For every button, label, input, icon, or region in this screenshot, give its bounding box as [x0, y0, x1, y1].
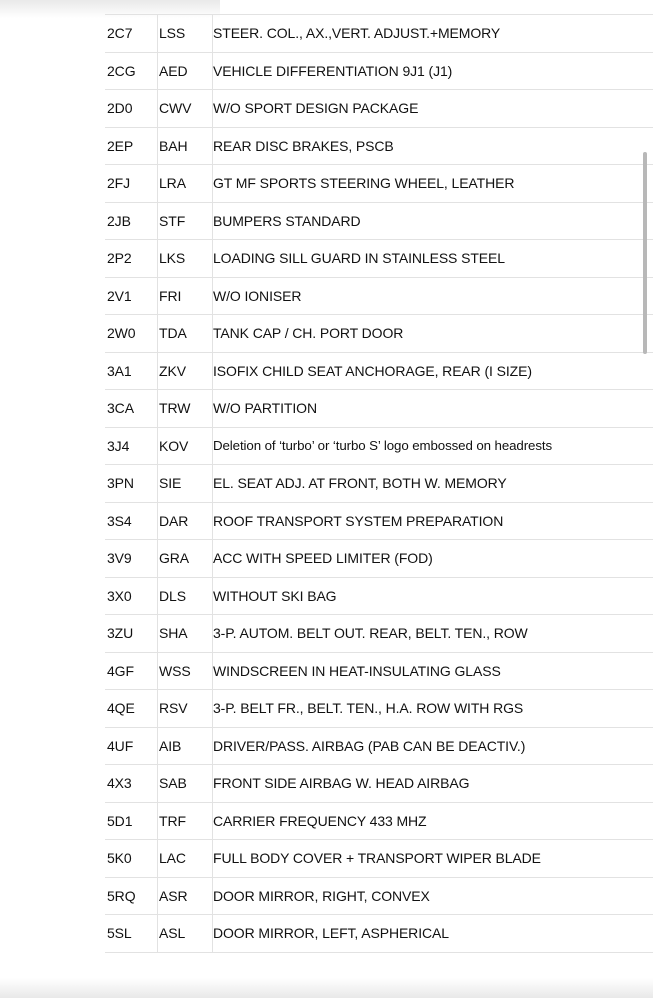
option-description: TANK CAP / CH. PORT DOOR — [213, 325, 404, 342]
option-code: 3X0 — [105, 578, 158, 615]
pr-family-code: DAR — [158, 503, 213, 540]
option-code: 3ZU — [105, 615, 158, 652]
option-description: REAR DISC BRAKES, PSCB — [213, 137, 394, 154]
pr-family-code: BAH — [158, 128, 213, 165]
option-code: 2P2 — [105, 240, 158, 277]
vertical-scrollbar[interactable] — [643, 152, 647, 354]
table-row — [105, 615, 653, 653]
option-description: ISOFIX CHILD SEAT ANCHORAGE, REAR (I SIZE) — [213, 362, 532, 379]
table-row — [105, 465, 653, 503]
option-description: FULL BODY COVER + TRANSPORT WIPER BLADE — [213, 850, 541, 867]
option-description: CARRIER FREQUENCY 433 MHZ — [213, 812, 427, 829]
table-row — [105, 915, 653, 953]
option-description: LOADING SILL GUARD IN STAINLESS STEEL — [213, 250, 505, 267]
option-code: 3V9 — [105, 540, 158, 577]
option-description: GT MF SPORTS STEERING WHEEL, LEATHER — [213, 175, 515, 192]
option-description: WITHOUT SKI BAG — [213, 587, 337, 604]
pr-family-code: ZKV — [158, 353, 213, 390]
table-row — [105, 90, 653, 128]
table-row — [105, 765, 653, 803]
pr-family-code: LSS — [158, 15, 213, 52]
bottom-shadow — [0, 978, 653, 998]
table-row — [105, 728, 653, 766]
table-row — [105, 428, 653, 466]
table-row — [105, 165, 653, 203]
pr-family-code: TRW — [158, 390, 213, 427]
option-description: STEER. COL., AX.,VERT. ADJUST.+MEMORY — [213, 25, 501, 42]
pr-family-code: LAC — [158, 840, 213, 877]
pr-family-code: SAB — [158, 765, 213, 802]
option-description: 3-P. AUTOM. BELT OUT. REAR, BELT. TEN., ROW — [213, 625, 528, 642]
pr-family-code: SHA — [158, 615, 213, 652]
option-description: Deletion of ‘turbo’ or ‘turbo S’ logo embossed on headrests — [213, 438, 553, 454]
pr-family-code: KOV — [158, 428, 213, 465]
pr-family-code: GRA — [158, 540, 213, 577]
option-code: 4GF — [105, 653, 158, 690]
pr-family-code: RSV — [158, 690, 213, 727]
option-code: 4QE — [105, 690, 158, 727]
pr-family-code: LRA — [158, 165, 213, 202]
table-row — [105, 878, 653, 916]
option-description: DRIVER/PASS. AIRBAG (PAB CAN BE DEACTIV.) — [213, 737, 526, 754]
table-row — [105, 653, 653, 691]
table-row — [105, 503, 653, 541]
option-code: 2D0 — [105, 90, 158, 127]
option-description: VEHICLE DIFFERENTIATION 9J1 (J1) — [213, 62, 453, 79]
pr-family-code: SIE — [158, 465, 213, 502]
option-code: 5SL — [105, 915, 158, 952]
option-code: 5D1 — [105, 803, 158, 840]
option-description: WINDSCREEN IN HEAT-INSULATING GLASS — [213, 662, 501, 679]
table-row — [105, 540, 653, 578]
table-row — [105, 840, 653, 878]
table-row — [105, 278, 653, 316]
option-code: 3J4 — [105, 428, 158, 465]
option-description: FRONT SIDE AIRBAG W. HEAD AIRBAG — [213, 775, 470, 792]
pr-family-code: TRF — [158, 803, 213, 840]
table-row — [105, 690, 653, 728]
option-description: W/O PARTITION — [213, 400, 317, 417]
option-code: 2JB — [105, 203, 158, 240]
pr-family-code: ASL — [158, 915, 213, 952]
option-codes-table — [105, 14, 653, 953]
option-description: EL. SEAT ADJ. AT FRONT, BOTH W. MEMORY — [213, 475, 507, 492]
option-code: 2EP — [105, 128, 158, 165]
option-code: 2C7 — [105, 15, 158, 52]
table-row — [105, 390, 653, 428]
pr-family-code: AED — [158, 53, 213, 90]
pr-family-code: DLS — [158, 578, 213, 615]
table-row — [105, 15, 653, 53]
pr-family-code: LKS — [158, 240, 213, 277]
table-row — [105, 578, 653, 616]
option-code: 2V1 — [105, 278, 158, 315]
table-row — [105, 240, 653, 278]
pr-family-code: STF — [158, 203, 213, 240]
option-description: ACC WITH SPEED LIMITER (FOD) — [213, 550, 433, 567]
option-description: W/O IONISER — [213, 287, 302, 304]
option-description: BUMPERS STANDARD — [213, 212, 361, 229]
option-code: 4X3 — [105, 765, 158, 802]
option-description: ROOF TRANSPORT SYSTEM PREPARATION — [213, 512, 504, 529]
option-code: 3S4 — [105, 503, 158, 540]
table-row — [105, 353, 653, 391]
option-description: DOOR MIRROR, RIGHT, CONVEX — [213, 887, 430, 904]
option-code: 2FJ — [105, 165, 158, 202]
pr-family-code: WSS — [158, 653, 213, 690]
table-row — [105, 203, 653, 241]
option-code: 5RQ — [105, 878, 158, 915]
option-description: DOOR MIRROR, LEFT, ASPHERICAL — [213, 925, 449, 942]
option-code: 5K0 — [105, 840, 158, 877]
option-code: 2W0 — [105, 315, 158, 352]
option-code: 2CG — [105, 53, 158, 90]
pr-family-code: AIB — [158, 728, 213, 765]
pr-family-code: TDA — [158, 315, 213, 352]
table-row — [105, 803, 653, 841]
pr-family-code: ASR — [158, 878, 213, 915]
option-description: 3-P. BELT FR., BELT. TEN., H.A. ROW WITH RGS — [213, 700, 524, 717]
option-description: W/O SPORT DESIGN PACKAGE — [213, 100, 419, 117]
table-row — [105, 128, 653, 166]
pr-family-code: FRI — [158, 278, 213, 315]
table-row — [105, 53, 653, 91]
option-code: 3A1 — [105, 353, 158, 390]
option-code: 3PN — [105, 465, 158, 502]
option-code: 4UF — [105, 728, 158, 765]
table-row — [105, 315, 653, 353]
option-code: 3CA — [105, 390, 158, 427]
pr-family-code: CWV — [158, 90, 213, 127]
